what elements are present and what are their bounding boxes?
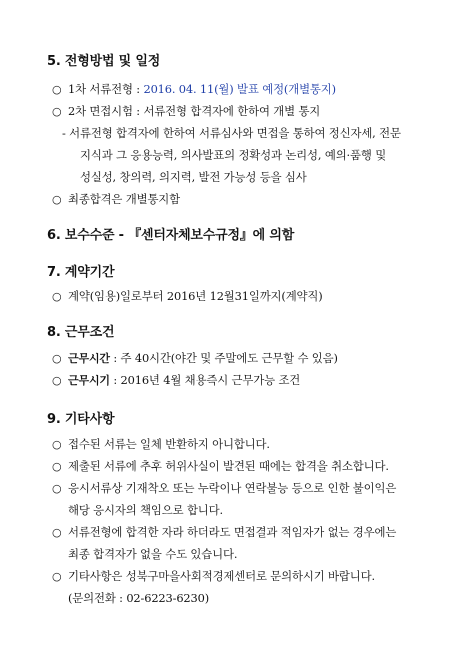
s8-item-start (52, 372, 300, 388)
s5-item-interview: ○ 2차 면접시험 : 서류전형 합격자에 한하여 개별 통지 (52, 103, 320, 119)
section-8-heading: 8. 근무조건 (47, 325, 115, 340)
s9-item-omission-line-1: ○ 응시서류상 기재착오 또는 누락이나 연락불능 등으로 인한 불이익은 (52, 480, 396, 496)
section-7-heading: 7. 계약기간 (47, 265, 115, 280)
s5-detail-line-3: 성실성, 창의력, 의지력, 발전 가능성 등을 심사 (80, 170, 307, 184)
s9-item-omission-line-2: 해당 응시자의 책임으로 합니다. (68, 503, 223, 517)
s8-item2-text: : 2016년 4월 채용즉시 근무가능 조건 (109, 373, 301, 387)
s9-item-return: ○ 접수된 서류는 일체 반환하지 아니합니다. (52, 436, 270, 452)
s8-item-hours (52, 350, 338, 366)
s9-item-contact-line-1: ○ 기타사항은 성북구마을사회적경제센터로 문의하시기 바랍니다. (52, 568, 375, 584)
s5-detail-line-2: 지식과 그 응용능력, 의사발표의 정확성과 논리성, 예의·품행 및 (80, 148, 387, 162)
s5-item-first-screening (52, 81, 336, 97)
s5-item1-label: 1차 서류전형 : (68, 82, 144, 96)
s5-item-final: ○ 최종합격은 개별통지함 (52, 191, 180, 207)
s9-item-no-candidate-line-2: 최종 합격자가 없을 수도 있습니다. (68, 547, 238, 561)
s9-item-contact-phone: (문의전화 : 02-6223-6230) (68, 591, 209, 605)
s9-item-false-info: ○ 제출된 서류에 추후 허위사실이 발견된 때에는 합격을 취소합니다. (52, 458, 389, 474)
s8-item2-label: 근무시기 (68, 374, 110, 387)
section-9-heading: 9. 기타사항 (47, 412, 115, 427)
s5-detail-line-1: - 서류전형 합격자에 한하여 서류심사와 면접을 통하여 정신자세, 전문 (62, 126, 401, 140)
section-5-heading: 5. 전형방법 및 일정 (47, 54, 161, 69)
s8-item1-label: 근무시간 (68, 352, 110, 365)
s8-item1-text: : 주 40시간(야간 및 주말에도 근무할 수 있음) (109, 351, 338, 365)
s5-item1-date: 2016. 04. 11(월) 발표 예정(개별통지) (143, 82, 336, 96)
s9-item-no-candidate-line-1: ○ 서류전형에 합격한 자라 하더라도 면접결과 적임자가 없는 경우에는 (52, 524, 396, 540)
section-6-heading: 6. 보수수준 - 『센터자체보수규정』에 의함 (47, 228, 295, 243)
s7-item-contract: ○ 계약(임용)일로부터 2016년 12월31일까지(계약직) (52, 288, 323, 304)
